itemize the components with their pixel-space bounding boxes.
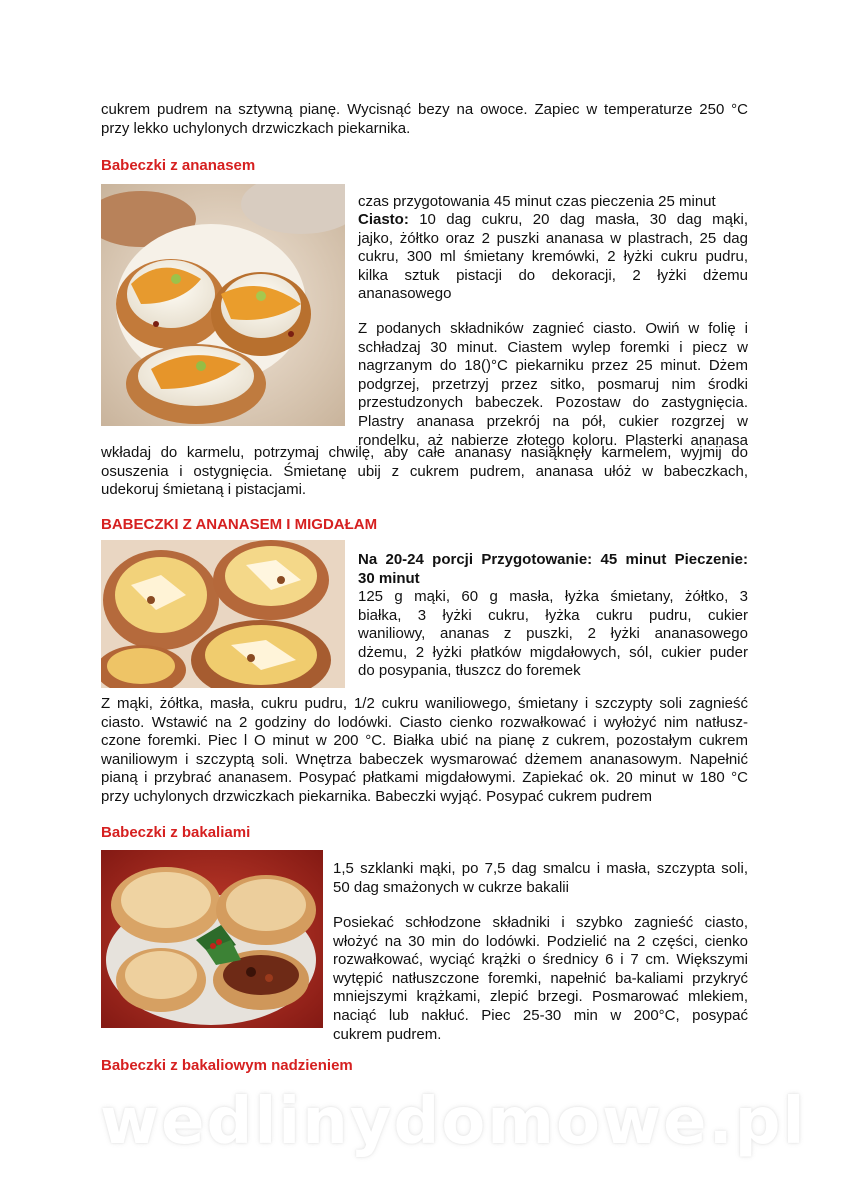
- text-line: rondelku, aż nabierze złotego koloru. Plasterki ananasa: [358, 431, 748, 449]
- text-line: pianą i przybrać ananasem. Posypać płatkami migdałowymi. Zapiekać ok. 20 minut w 180 °C: [101, 769, 748, 787]
- method-continued: [101, 444, 748, 500]
- text-line: wkładaj do karmelu, potrzymaj chwilę, aby całe ananasy nasiąknęły karmelem, wyjmij do: [101, 444, 748, 461]
- text-line: ciasto. Wstawić na 2 godziny do lodówki. Ciasto cienko rozwałkować i wyłożyć nim natłusz-: [101, 713, 748, 731]
- text-line: wytępić natłuszczone foremki, napełnić ba-kaliami przykryć: [333, 969, 748, 987]
- mince-pies-photo: [101, 850, 323, 1028]
- text-line: przy uchylonych drzwiczkach piekarnika. Babeczki wyjąć. Posypać cukrem pudrem: [101, 787, 653, 805]
- intro-paragraph: [101, 101, 748, 138]
- text-line: czone foremki. Piec l O minut w 200 °C. Białka ubić na pianę z cukrem, pozostałym cukrem: [101, 732, 748, 750]
- method-paragraph: [333, 914, 748, 1044]
- method-paragraph: [101, 695, 748, 807]
- text-line: Z mąki, żółtka, masła, cukru pudru, 1/2 cukru waniliowego, śmietany i szczypty soli zagnieść: [101, 695, 748, 712]
- text-line: osuszenia i ostygnięcia. Śmietanę ubij z cukrem pudrem, ananasa ułóż w babeczkach,: [101, 462, 748, 480]
- text-line: rozwałkować, wyciąć krążki o średnicy 6 i 7 cm. Większymi: [333, 951, 748, 969]
- times-text: czas przygotowania 45 minut czas pieczenia 25 minut: [358, 193, 716, 210]
- ingredients-label: Ciasto:: [358, 211, 409, 228]
- text-line: nagrzanym do 18()°C piekarniku przez 25 minut. Dżem: [358, 357, 748, 375]
- text-line: udekoruj śmietaną i pistacjami.: [101, 481, 307, 499]
- text-line: kilka sztuk pistacji do dekoracji, 2 łyżki dżemu: [358, 266, 748, 284]
- pineapple-tartlets-photo: [101, 184, 345, 426]
- method-paragraph: [358, 320, 748, 450]
- recipe-times: [358, 193, 748, 212]
- text-line: włożyć na 30 min do lodówki. Podzielić na 2 części, cienko: [333, 932, 748, 950]
- ingredients-paragraph: [333, 860, 748, 897]
- text-line: naciąć lub nakłuć. Piec 25-30 min w 200°C, posypać: [333, 1006, 748, 1024]
- recipe-title: Babeczki z bakaliowym nadzieniem: [101, 1057, 353, 1074]
- text-line: 125 g mąki, 60 g masła, łyżka śmietany, żółtko, 3: [358, 588, 748, 605]
- text-line: dżemu, 2 łyżki płatków migdałowych, sól, cukier puder: [358, 643, 748, 661]
- text-line: mniejszymi krążkami, zlepić brzegi. Posmarować mlekiem,: [333, 988, 748, 1006]
- text-line: 30 minut: [358, 569, 420, 587]
- text-line: do posypania, tłuszcz do foremek: [358, 662, 581, 680]
- text-line: [358, 211, 748, 230]
- text-line: Plastry ananasa przekrój na pół, cukier rozgrzej w: [358, 412, 748, 430]
- text-line: przy lekko uchylonych drzwiczkach piekarnika.: [101, 119, 411, 137]
- almond-pineapple-tartlets-photo: [101, 540, 345, 688]
- recipe-title: Babeczki z ananasem: [101, 157, 256, 174]
- text-line: 50 dag smażonych w cukrze bakalii: [333, 878, 569, 896]
- text-line: podgrzej, przetrzyj przez sitko, posmaruj nim środki: [358, 375, 748, 393]
- text-line: waniliowym i szczyptą soli. Wnętrza babeczek wysmarować dżemem ananasowym. Napełnić: [101, 750, 748, 768]
- text-line: cukrem pudrem.: [333, 1025, 442, 1043]
- text-line: 1,5 szklanki mąki, po 7,5 dag smalcu i masła, szczypta soli,: [333, 860, 748, 877]
- recipe-title: BABECZKI Z ANANASEM I MIGDAŁAM: [101, 516, 378, 533]
- text-line: Z podanych składników zagnieć ciasto. Owiń w folię i: [358, 320, 748, 337]
- text-line: cukru, 300 ml śmietany kremówki, 2 łyżki cukru pudru,: [358, 248, 748, 266]
- ingredients-paragraph: [358, 211, 748, 304]
- text-line: białka, 3 łyżki cukru, łyżka cukru pudru, cukier: [358, 606, 748, 624]
- text-line: Na 20-24 porcji Przygotowanie: 45 minut Pieczenie:: [358, 551, 748, 568]
- recipe-header: [358, 551, 748, 588]
- watermark: wedlinydomowe.pl: [100, 1085, 807, 1159]
- text-line: Posiekać schłodzone składniki i szybko zagnieść ciasto,: [333, 914, 748, 931]
- text-line: ananasowego: [358, 285, 452, 303]
- text-line: jajko, żółtko oraz 2 puszki ananasa w plastrach, 25 dag: [358, 229, 748, 247]
- ingredients-paragraph: [358, 588, 748, 681]
- text-fragment: 10 dag cukru, 20 dag masła, 30 dag mąki,: [408, 211, 748, 228]
- recipe-title: Babeczki z bakaliami: [101, 824, 251, 841]
- text-line: przestudzonych babeczek. Pozostaw do zastygnięcia.: [358, 394, 748, 412]
- text-line: waniliowy, ananas z puszki, 2 łyżki ananasowego: [358, 625, 748, 643]
- text-line: schładzaj 30 minut. Ciastem wylep foremki i piecz w: [358, 338, 748, 356]
- text-line: cukrem pudrem na sztywną pianę. Wycisnąć bezy na owoce. Zapiec w temperaturze 250 °C: [101, 101, 748, 118]
